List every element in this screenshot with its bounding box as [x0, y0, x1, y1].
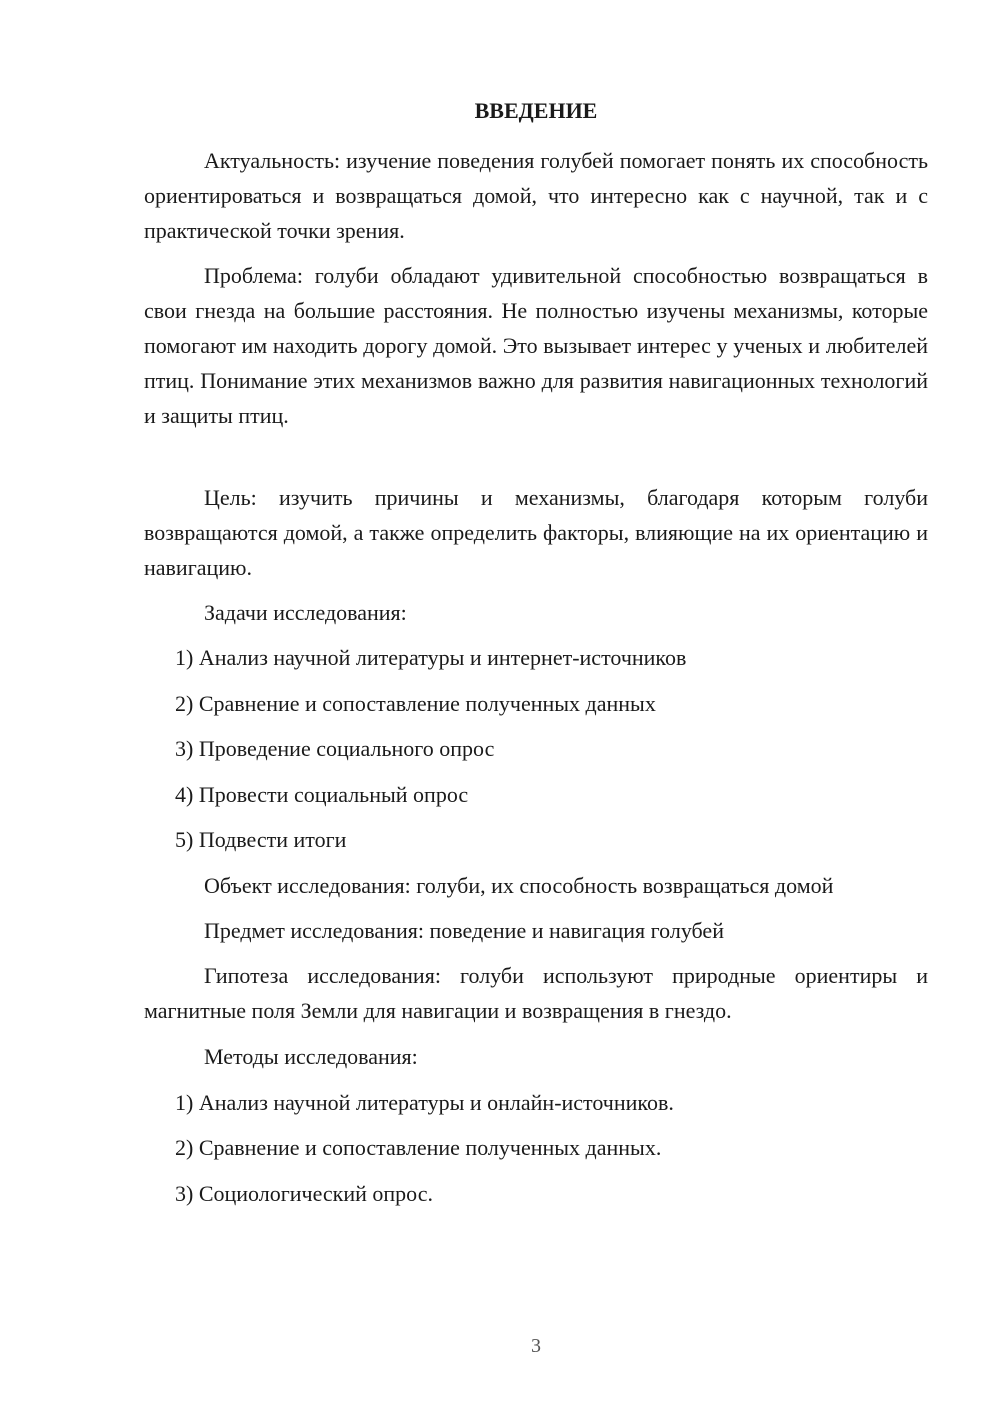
- research-object: Объект исследования: голуби, их способность возвращаться домой: [204, 873, 834, 898]
- problem-paragraph: Проблема: голуби обладают удивительной способностью возвращаться в свои гнезда на большие расстояния. Не полностью изучены механизмы, которые помогают им находить дорогу домой. Это вызывает интерес у ученых и любителей птиц. Понимание этих механизмов важно для развития навигационных технологий и защиты птиц.: [144, 263, 928, 428]
- page-number: 3: [531, 1335, 541, 1357]
- tasks-heading: Задачи исследования:: [204, 600, 407, 625]
- page-title: ВВЕДЕНИЕ: [474, 98, 598, 123]
- method-item: 3) Социологический опрос.: [175, 1181, 433, 1206]
- hypothesis-paragraph: Гипотеза исследования: голуби используют природные ориентиры и магнитные поля Земли для навигации и возвращения в гнездо.: [144, 963, 928, 1023]
- method-item: 1) Анализ научной литературы и онлайн-источников.: [175, 1090, 674, 1115]
- methods-heading: Методы исследования:: [204, 1044, 418, 1069]
- task-item: 1) Анализ научной литературы и интернет-источников: [175, 645, 687, 670]
- method-item: 2) Сравнение и сопоставление полученных данных.: [175, 1135, 662, 1160]
- task-item: 2) Сравнение и сопоставление полученных данных: [175, 691, 656, 716]
- task-item: 5) Подвести итоги: [175, 827, 347, 852]
- research-subject: Предмет исследования: поведение и навигация голубей: [204, 918, 724, 943]
- task-item: 3) Проведение социального опрос: [175, 736, 495, 761]
- goal-paragraph: Цель: изучить причины и механизмы, благодаря которым голуби возвращаются домой, а также определить факторы, влияющие на их ориентацию и навигацию.: [144, 485, 928, 580]
- task-item: 4) Провести социальный опрос: [175, 782, 469, 807]
- relevance-paragraph: Актуальность: изучение поведения голубей помогает понять их способность ориентироваться и возвращаться домой, что интересно как с научной, так и с практической точки зрения.: [144, 148, 928, 243]
